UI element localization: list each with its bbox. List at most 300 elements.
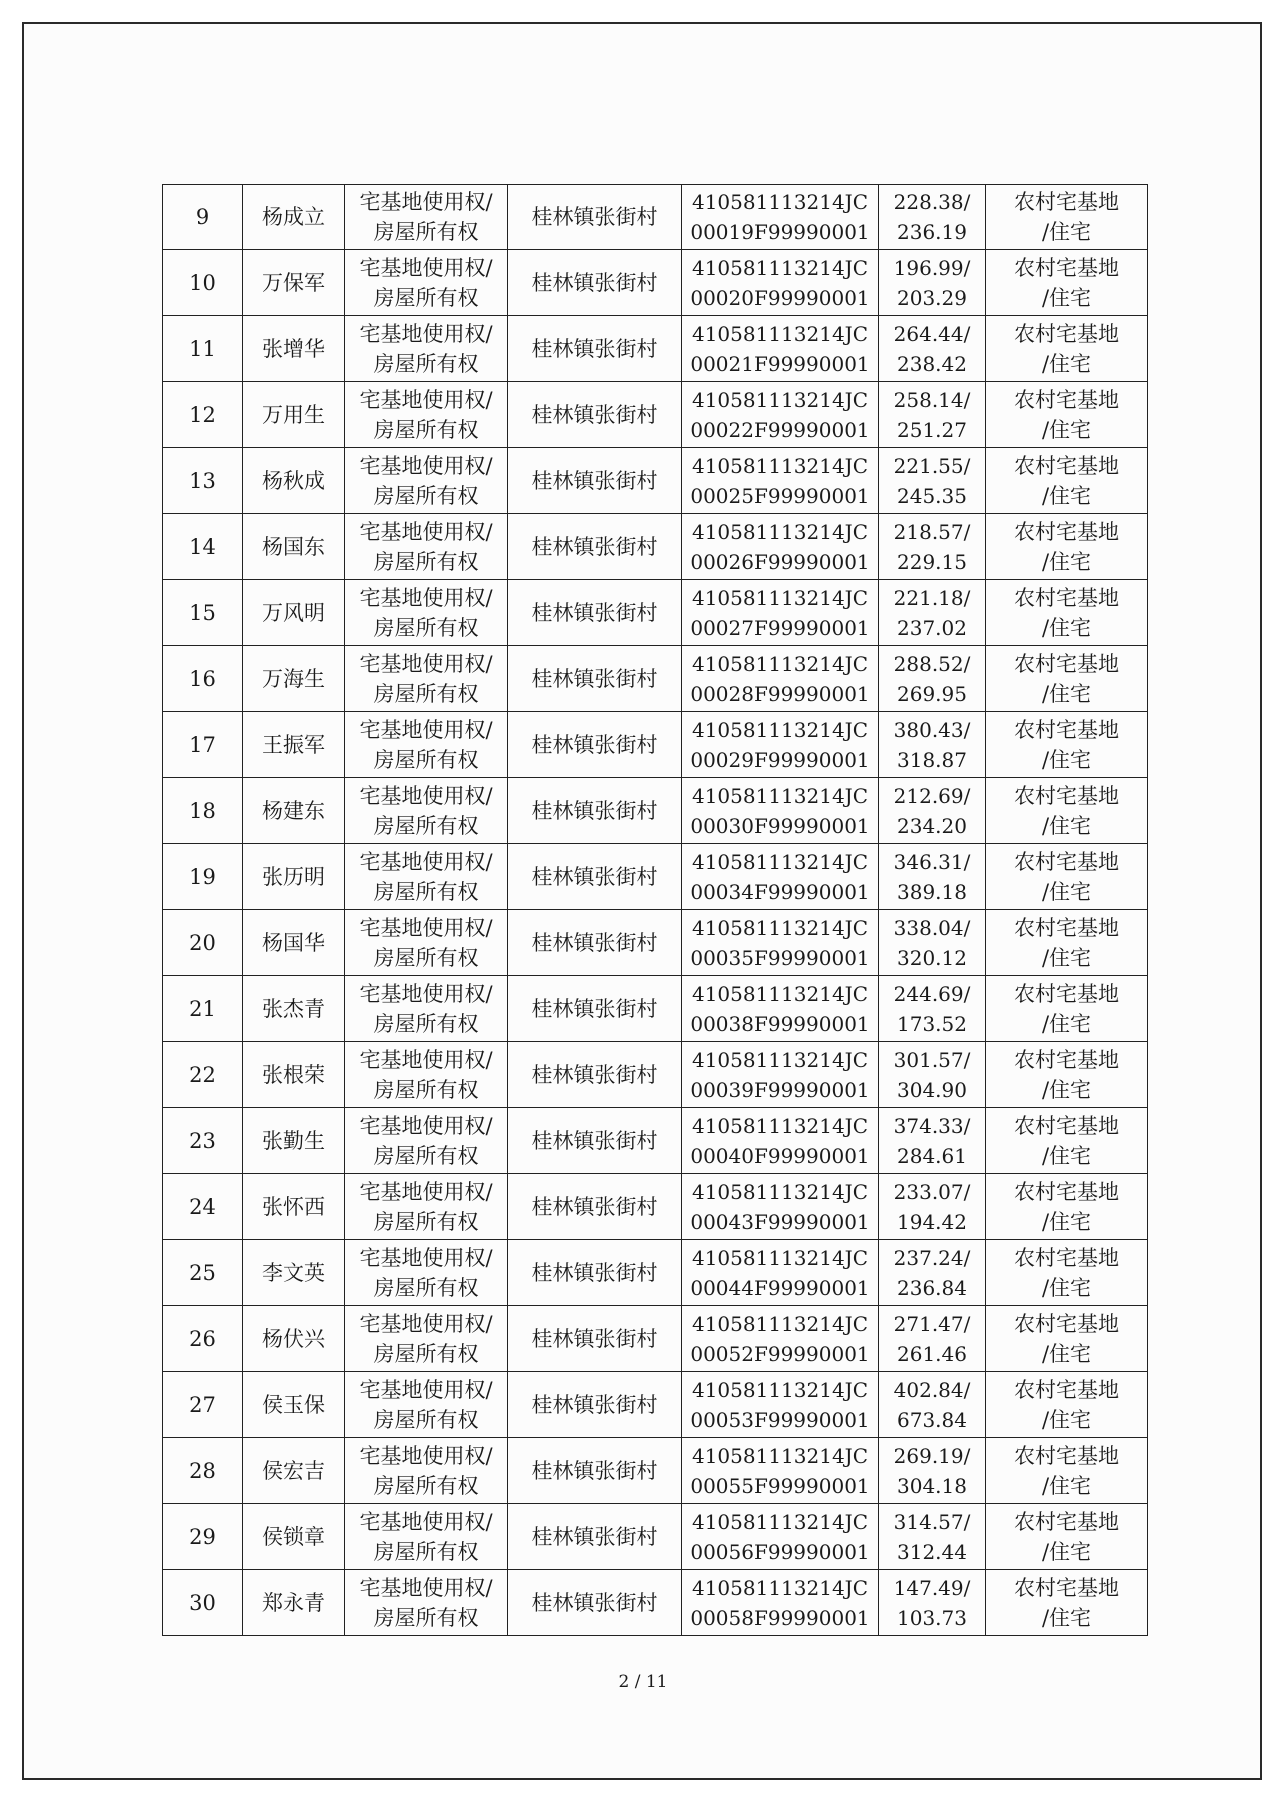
location-cell xyxy=(508,712,682,778)
land-use-text: /住宅 xyxy=(1041,483,1092,508)
right-type-cell xyxy=(345,1240,508,1306)
row-number-cell xyxy=(163,844,243,910)
area-text: 237.24/ xyxy=(893,1245,971,1270)
right-type-cell xyxy=(345,712,508,778)
area-cell xyxy=(879,514,986,580)
land-use-text: 农村宅基地 xyxy=(1014,717,1119,742)
location-text: 桂林镇张街村 xyxy=(531,1590,658,1615)
location-cell xyxy=(508,580,682,646)
row-number-text: 10 xyxy=(189,270,216,295)
right-type-text: 宅基地使用权/ xyxy=(359,1377,493,1402)
right-type-text: 宅基地使用权/ xyxy=(359,1179,493,1204)
row-number-text: 17 xyxy=(189,732,216,757)
land-use-text: 农村宅基地 xyxy=(1014,190,1119,214)
table-row xyxy=(163,910,1148,976)
unit-code-cell xyxy=(682,1504,879,1570)
table-row xyxy=(163,844,1148,910)
unit-code-cell xyxy=(682,1438,879,1504)
location-text: 桂林镇张街村 xyxy=(531,402,658,427)
unit-code-text: 410581113214JC xyxy=(691,915,868,940)
land-use-text: /住宅 xyxy=(1041,1275,1092,1300)
row-number-text: 30 xyxy=(189,1590,216,1615)
row-number-text: 18 xyxy=(189,798,216,823)
right-type-text: 房屋所有权 xyxy=(373,945,479,970)
unit-code-text: 410581113214JC xyxy=(691,1377,868,1402)
area-text: 218.57/ xyxy=(893,519,971,544)
land-use-text: /住宅 xyxy=(1041,351,1092,376)
unit-code-cell xyxy=(682,976,879,1042)
right-type-text: 宅基地使用权/ xyxy=(359,1047,493,1072)
table-row xyxy=(163,1570,1148,1636)
land-use-text: 农村宅基地 xyxy=(1014,1311,1119,1336)
location-cell xyxy=(508,1504,682,1570)
table-row xyxy=(163,712,1148,778)
land-use-text: 农村宅基地 xyxy=(1014,1575,1119,1600)
location-cell xyxy=(508,1042,682,1108)
area-text: 236.84 xyxy=(897,1275,967,1300)
owner-name-cell xyxy=(243,646,345,712)
right-type-text: 房屋所有权 xyxy=(373,747,479,772)
land-use-cell xyxy=(986,1042,1148,1108)
area-cell xyxy=(879,316,986,382)
right-type-text: 宅基地使用权/ xyxy=(359,519,493,544)
area-cell xyxy=(879,976,986,1042)
area-cell xyxy=(879,250,986,316)
row-number-cell xyxy=(163,382,243,448)
right-type-text: 房屋所有权 xyxy=(373,285,479,310)
row-number-cell xyxy=(163,448,243,514)
table-row xyxy=(163,1504,1148,1570)
row-number-text: 23 xyxy=(189,1128,216,1153)
right-type-cell xyxy=(345,778,508,844)
land-use-cell xyxy=(986,382,1148,448)
land-use-cell xyxy=(986,844,1148,910)
right-type-text: 房屋所有权 xyxy=(373,1011,479,1036)
area-text: 229.15 xyxy=(897,549,967,574)
owner-name-text: 万保军 xyxy=(262,270,325,295)
right-type-cell xyxy=(345,646,508,712)
land-use-text: 农村宅基地 xyxy=(1014,1179,1119,1204)
table-row xyxy=(163,1438,1148,1504)
location-cell xyxy=(508,844,682,910)
right-type-cell xyxy=(345,1570,508,1636)
land-use-cell xyxy=(986,1174,1148,1240)
row-number-text: 9 xyxy=(195,205,210,229)
location-text: 桂林镇张街村 xyxy=(531,798,658,823)
area-cell xyxy=(879,1174,986,1240)
land-use-text: 农村宅基地 xyxy=(1014,321,1119,346)
table-row xyxy=(163,580,1148,646)
owner-name-text: 李文英 xyxy=(262,1260,325,1285)
right-type-cell xyxy=(345,1372,508,1438)
unit-code-text: 410581113214JC xyxy=(691,519,868,544)
unit-code-text: 410581113214JC xyxy=(691,387,868,412)
area-cell xyxy=(879,1042,986,1108)
table-row xyxy=(163,250,1148,316)
row-number-text: 26 xyxy=(189,1326,216,1351)
owner-name-cell xyxy=(243,1042,345,1108)
table-row xyxy=(163,382,1148,448)
land-use-text: 农村宅基地 xyxy=(1014,981,1119,1006)
area-cell xyxy=(879,448,986,514)
area-text: 338.04/ xyxy=(893,915,971,940)
location-cell xyxy=(508,646,682,712)
unit-code-text: 410581113214JC xyxy=(691,1179,868,1204)
owner-name-cell xyxy=(243,250,345,316)
location-cell xyxy=(508,910,682,976)
area-cell xyxy=(879,1504,986,1570)
table-row xyxy=(163,316,1148,382)
land-use-text: /住宅 xyxy=(1041,945,1092,970)
unit-code-text: 00040F99990001 xyxy=(690,1143,870,1168)
unit-code-cell xyxy=(682,250,879,316)
area-text: 228.38/ xyxy=(893,190,971,214)
owner-name-text: 杨秋成 xyxy=(262,468,325,493)
location-text: 桂林镇张街村 xyxy=(531,1128,658,1153)
right-type-text: 宅基地使用权/ xyxy=(359,1113,493,1138)
right-type-text: 房屋所有权 xyxy=(373,220,479,244)
owner-name-text: 杨国华 xyxy=(262,930,325,955)
unit-code-text: 410581113214JC xyxy=(691,783,868,808)
area-cell xyxy=(879,1306,986,1372)
location-cell xyxy=(508,316,682,382)
table-row xyxy=(163,1108,1148,1174)
land-use-cell xyxy=(986,185,1148,250)
owner-name-text: 侯玉保 xyxy=(262,1392,325,1417)
land-use-cell xyxy=(986,1108,1148,1174)
land-use-text: 农村宅基地 xyxy=(1014,783,1119,808)
owner-name-cell xyxy=(243,1504,345,1570)
unit-code-text: 00022F99990001 xyxy=(690,417,870,442)
right-type-cell xyxy=(345,316,508,382)
unit-code-text: 410581113214JC xyxy=(691,1245,868,1270)
area-text: 284.61 xyxy=(897,1143,967,1168)
area-text: 258.14/ xyxy=(893,387,971,412)
table-row xyxy=(163,646,1148,712)
right-type-text: 宅基地使用权/ xyxy=(359,1575,493,1600)
area-text: 269.19/ xyxy=(893,1443,971,1468)
location-cell xyxy=(508,1570,682,1636)
right-type-cell xyxy=(345,1306,508,1372)
unit-code-cell xyxy=(682,1240,879,1306)
location-cell xyxy=(508,1372,682,1438)
land-use-text: /住宅 xyxy=(1041,1011,1092,1036)
owner-name-text: 侯锁章 xyxy=(262,1524,325,1549)
area-cell xyxy=(879,910,986,976)
owner-name-text: 杨成立 xyxy=(262,205,325,229)
land-use-text: 农村宅基地 xyxy=(1014,387,1119,412)
location-cell xyxy=(508,1306,682,1372)
unit-code-cell xyxy=(682,448,879,514)
area-cell xyxy=(879,646,986,712)
area-text: 402.84/ xyxy=(893,1377,971,1402)
area-text: 264.44/ xyxy=(893,321,971,346)
area-text: 234.20 xyxy=(897,813,967,838)
row-number-cell xyxy=(163,185,243,250)
right-type-text: 房屋所有权 xyxy=(373,615,479,640)
owner-name-text: 侯宏吉 xyxy=(262,1458,325,1483)
right-type-cell xyxy=(345,1504,508,1570)
area-text: 312.44 xyxy=(897,1539,967,1564)
land-use-text: 农村宅基地 xyxy=(1014,519,1119,544)
table-row xyxy=(163,1174,1148,1240)
right-type-text: 宅基地使用权/ xyxy=(359,1245,493,1270)
owner-name-cell xyxy=(243,1174,345,1240)
location-text: 桂林镇张街村 xyxy=(531,996,658,1021)
area-cell xyxy=(879,1372,986,1438)
unit-code-cell xyxy=(682,646,879,712)
area-text: 389.18 xyxy=(897,879,967,904)
unit-code-text: 410581113214JC xyxy=(691,1575,868,1600)
owner-name-cell xyxy=(243,712,345,778)
area-text: 244.69/ xyxy=(893,981,971,1006)
location-cell xyxy=(508,1174,682,1240)
land-use-text: /住宅 xyxy=(1041,813,1092,838)
owner-name-cell xyxy=(243,580,345,646)
owner-name-text: 万风明 xyxy=(262,600,325,625)
right-type-text: 宅基地使用权/ xyxy=(359,255,493,280)
unit-code-text: 410581113214JC xyxy=(691,1443,868,1468)
unit-code-text: 00053F99990001 xyxy=(690,1407,870,1432)
location-cell xyxy=(508,778,682,844)
location-cell xyxy=(508,1108,682,1174)
owner-name-cell xyxy=(243,1108,345,1174)
area-text: 314.57/ xyxy=(893,1509,971,1534)
right-type-text: 宅基地使用权/ xyxy=(359,717,493,742)
row-number-cell xyxy=(163,1306,243,1372)
location-text: 桂林镇张街村 xyxy=(531,1260,658,1285)
right-type-text: 房屋所有权 xyxy=(373,1143,479,1168)
right-type-text: 房屋所有权 xyxy=(373,1341,479,1366)
unit-code-text: 00058F99990001 xyxy=(690,1605,870,1630)
row-number-text: 27 xyxy=(189,1392,216,1417)
unit-code-text: 410581113214JC xyxy=(691,981,868,1006)
area-text: 212.69/ xyxy=(893,783,971,808)
right-type-text: 房屋所有权 xyxy=(373,483,479,508)
unit-code-cell xyxy=(682,712,879,778)
unit-code-text: 410581113214JC xyxy=(691,1047,868,1072)
unit-code-text: 410581113214JC xyxy=(691,255,868,280)
right-type-cell xyxy=(345,448,508,514)
location-text: 桂林镇张街村 xyxy=(531,1326,658,1351)
land-use-text: 农村宅基地 xyxy=(1014,1377,1119,1402)
unit-code-cell xyxy=(682,910,879,976)
right-type-text: 房屋所有权 xyxy=(373,1275,479,1300)
unit-code-cell xyxy=(682,316,879,382)
owner-name-cell xyxy=(243,316,345,382)
right-type-cell xyxy=(345,976,508,1042)
area-text: 318.87 xyxy=(897,747,967,772)
area-text: 203.29 xyxy=(897,285,967,310)
owner-name-cell xyxy=(243,382,345,448)
unit-code-text: 00039F99990001 xyxy=(690,1077,870,1102)
location-text: 桂林镇张街村 xyxy=(531,270,658,295)
row-number-cell xyxy=(163,646,243,712)
land-use-text: /住宅 xyxy=(1041,747,1092,772)
area-text: 233.07/ xyxy=(893,1179,971,1204)
area-cell xyxy=(879,1108,986,1174)
unit-code-cell xyxy=(682,514,879,580)
location-text: 桂林镇张街村 xyxy=(531,336,658,361)
land-use-text: /住宅 xyxy=(1041,1473,1092,1498)
table-row xyxy=(163,1240,1148,1306)
land-use-cell xyxy=(986,1438,1148,1504)
unit-code-cell xyxy=(682,1372,879,1438)
land-use-cell xyxy=(986,250,1148,316)
owner-name-cell xyxy=(243,1240,345,1306)
location-cell xyxy=(508,448,682,514)
table-row xyxy=(163,185,1148,250)
right-type-text: 房屋所有权 xyxy=(373,879,479,904)
right-type-text: 房屋所有权 xyxy=(373,417,479,442)
unit-code-text: 00055F99990001 xyxy=(690,1473,870,1498)
table-row xyxy=(163,448,1148,514)
land-use-text: 农村宅基地 xyxy=(1014,1245,1119,1270)
location-cell xyxy=(508,250,682,316)
area-text: 245.35 xyxy=(897,483,967,508)
unit-code-cell xyxy=(682,778,879,844)
land-use-text: 农村宅基地 xyxy=(1014,1047,1119,1072)
land-use-text: /住宅 xyxy=(1041,879,1092,904)
unit-code-text: 00025F99990001 xyxy=(690,483,870,508)
page-number: 2 / 11 xyxy=(618,1672,668,1692)
row-number-text: 20 xyxy=(189,930,216,955)
row-number-cell xyxy=(163,910,243,976)
unit-code-text: 00035F99990001 xyxy=(690,945,870,970)
owner-name-text: 张历明 xyxy=(262,864,325,889)
unit-code-text: 00044F99990001 xyxy=(690,1275,870,1300)
land-use-text: /住宅 xyxy=(1041,285,1092,310)
unit-code-text: 410581113214JC xyxy=(691,1509,868,1534)
area-text: 103.73 xyxy=(897,1605,967,1630)
unit-code-cell xyxy=(682,1570,879,1636)
area-text: 271.47/ xyxy=(893,1311,971,1336)
row-number-cell xyxy=(163,1174,243,1240)
unit-code-text: 410581113214JC xyxy=(691,1113,868,1138)
row-number-cell xyxy=(163,316,243,382)
unit-code-text: 410581113214JC xyxy=(691,849,868,874)
unit-code-text: 00021F99990001 xyxy=(690,351,870,376)
land-use-text: /住宅 xyxy=(1041,1209,1092,1234)
owner-name-text: 张增华 xyxy=(262,336,325,361)
land-use-cell xyxy=(986,778,1148,844)
area-cell xyxy=(879,382,986,448)
area-cell xyxy=(879,712,986,778)
row-number-text: 24 xyxy=(189,1194,216,1219)
owner-name-cell xyxy=(243,185,345,250)
unit-code-text: 00038F99990001 xyxy=(690,1011,870,1036)
land-use-text: /住宅 xyxy=(1041,549,1092,574)
owner-name-text: 张勤生 xyxy=(262,1128,325,1153)
unit-code-text: 00029F99990001 xyxy=(690,747,870,772)
unit-code-cell xyxy=(682,1306,879,1372)
area-text: 196.99/ xyxy=(893,255,971,280)
area-cell xyxy=(879,1438,986,1504)
right-type-text: 宅基地使用权/ xyxy=(359,453,493,478)
area-text: 374.33/ xyxy=(893,1113,971,1138)
row-number-cell xyxy=(163,1570,243,1636)
right-type-cell xyxy=(345,514,508,580)
right-type-cell xyxy=(345,1042,508,1108)
owner-name-cell xyxy=(243,448,345,514)
unit-code-cell xyxy=(682,185,879,250)
land-use-text: /住宅 xyxy=(1041,1077,1092,1102)
row-number-cell xyxy=(163,514,243,580)
land-use-text: /住宅 xyxy=(1041,417,1092,442)
land-use-cell xyxy=(986,1306,1148,1372)
area-text: 221.18/ xyxy=(893,585,971,610)
row-number-text: 28 xyxy=(189,1458,216,1483)
land-use-text: 农村宅基地 xyxy=(1014,453,1119,478)
right-type-cell xyxy=(345,844,508,910)
location-cell xyxy=(508,1438,682,1504)
location-cell xyxy=(508,1240,682,1306)
unit-code-text: 00026F99990001 xyxy=(690,549,870,574)
owner-name-cell xyxy=(243,1306,345,1372)
unit-code-text: 00019F99990001 xyxy=(690,220,870,244)
land-use-cell xyxy=(986,1372,1148,1438)
row-number-text: 11 xyxy=(189,336,216,361)
area-text: 147.49/ xyxy=(893,1575,971,1600)
land-use-text: 农村宅基地 xyxy=(1014,255,1119,280)
area-text: 251.27 xyxy=(897,417,967,442)
right-type-text: 宅基地使用权/ xyxy=(359,981,493,1006)
right-type-cell xyxy=(345,910,508,976)
row-number-cell xyxy=(163,1438,243,1504)
land-use-cell xyxy=(986,1240,1148,1306)
unit-code-cell xyxy=(682,1174,879,1240)
area-text: 380.43/ xyxy=(893,717,971,742)
location-text: 桂林镇张街村 xyxy=(531,600,658,625)
location-text: 桂林镇张街村 xyxy=(531,534,658,559)
area-text: 269.95 xyxy=(897,681,967,706)
land-use-text: /住宅 xyxy=(1041,1341,1092,1366)
row-number-text: 16 xyxy=(189,666,216,691)
unit-code-text: 410581113214JC xyxy=(691,1311,868,1336)
area-cell xyxy=(879,1570,986,1636)
owner-name-text: 杨国东 xyxy=(262,534,325,559)
right-type-text: 宅基地使用权/ xyxy=(359,585,493,610)
owner-name-text: 张杰青 xyxy=(262,996,325,1021)
land-use-cell xyxy=(986,1570,1148,1636)
owner-name-text: 张怀西 xyxy=(262,1194,325,1219)
land-use-cell xyxy=(986,646,1148,712)
row-number-text: 21 xyxy=(189,996,216,1021)
right-type-text: 房屋所有权 xyxy=(373,351,479,376)
area-text: 304.18 xyxy=(897,1473,967,1498)
row-number-cell xyxy=(163,1042,243,1108)
owner-name-cell xyxy=(243,844,345,910)
land-use-cell xyxy=(986,1504,1148,1570)
right-type-text: 房屋所有权 xyxy=(373,549,479,574)
table-row xyxy=(163,1372,1148,1438)
unit-code-text: 00028F99990001 xyxy=(690,681,870,706)
owner-name-cell xyxy=(243,514,345,580)
location-text: 桂林镇张街村 xyxy=(531,666,658,691)
right-type-cell xyxy=(345,382,508,448)
row-number-cell xyxy=(163,1240,243,1306)
land-use-text: /住宅 xyxy=(1041,1143,1092,1168)
land-use-text: /住宅 xyxy=(1041,1407,1092,1432)
location-text: 桂林镇张街村 xyxy=(531,468,658,493)
row-number-cell xyxy=(163,1108,243,1174)
unit-code-cell xyxy=(682,1108,879,1174)
land-use-cell xyxy=(986,448,1148,514)
row-number-text: 25 xyxy=(189,1260,216,1285)
area-text: 673.84 xyxy=(897,1407,967,1432)
land-use-cell xyxy=(986,910,1148,976)
land-use-text: 农村宅基地 xyxy=(1014,1113,1119,1138)
